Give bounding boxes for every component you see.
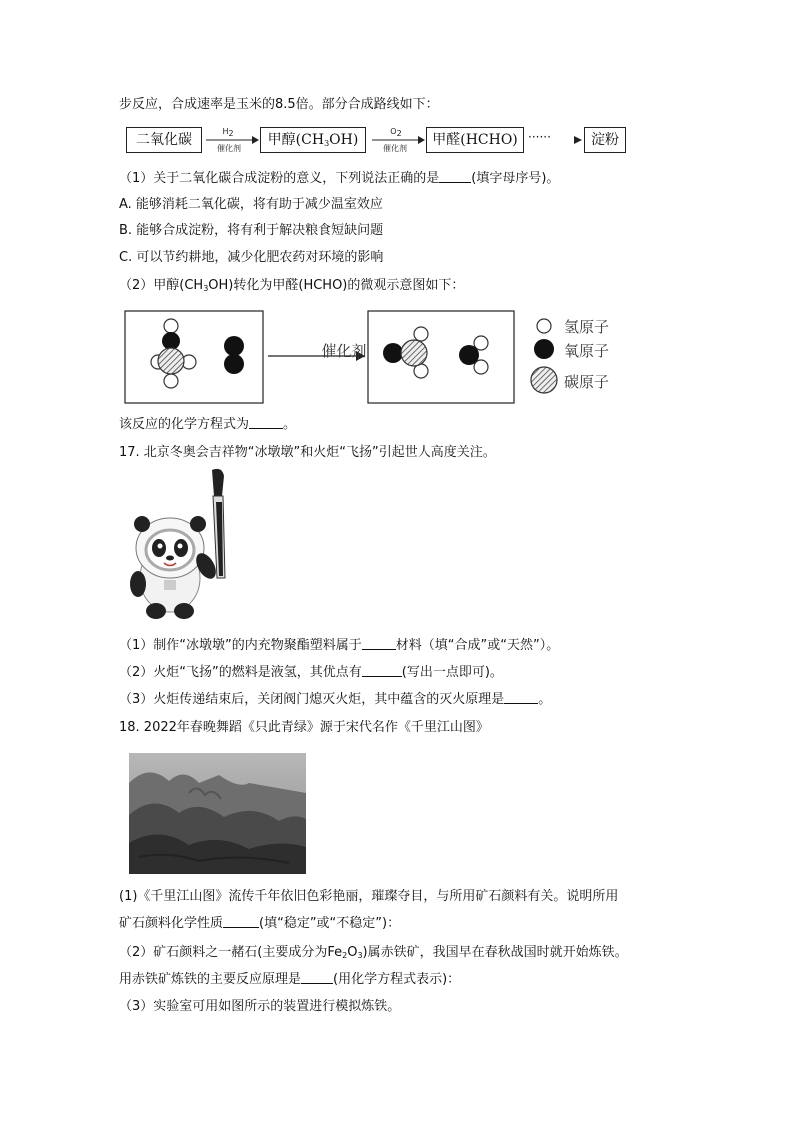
q18-part1-line2: 矿石颜料化学性质 (填“稳定”或“不稳定”)： [119, 916, 401, 931]
legend-oxygen-icon [534, 339, 554, 359]
answer-blank [504, 691, 538, 704]
flow-arrow2-catalyst: 催化剂 [383, 144, 407, 153]
legend-hydrogen-icon [537, 319, 551, 333]
q17-part3: （3）火炬传递结束后，关闭阀门熄灭火炬，其中蕴含的灭火原理是 。 [119, 692, 552, 707]
flow-box-methanol: 甲醇$(CH_3OH)$ [260, 127, 366, 153]
q16-option-a: A. 能够消耗二氧化碳，将有助于减少温室效应 [119, 197, 383, 212]
q16-option-c: C. 可以节约耕地，减少化肥农药对环境的影响 [119, 250, 384, 265]
answer-blank [362, 664, 402, 677]
answer-blank [249, 416, 283, 429]
mascot-icon [130, 516, 220, 619]
legend-carbon-icon [531, 367, 557, 393]
q16-option-b: B. 能够合成淀粉，将有利于解决粮食短缺问题 [119, 223, 384, 238]
q17-title: 17. 北京冬奥会吉祥物“冰墩墩”和火炬“飞扬”引起世人高度关注。 [119, 445, 496, 460]
landscape-painting-image [129, 753, 306, 874]
q17-part2: （2）火炬“飞扬”的燃料是液氢，其优点有 (写出一点即可)。 [119, 665, 503, 680]
flow-arrow1-reagent: H2 [222, 127, 234, 138]
q18-part2: （2）矿石颜料之一赭石(主要成分为$Fe_2O_3$)属赤铁矿，我国早在春秋战国时就开始炼铁。 [119, 945, 628, 960]
flow-box-formaldehyde: 甲醛(HCHO) [426, 127, 524, 153]
q16-part2: （2）甲醇$(CH_3OH)$转化为甲醛(HCHO)的微观示意图如下： [119, 278, 465, 293]
flow-box-starch: 淀粉 [584, 127, 626, 153]
q16-part1: （1）关于二氧化碳合成淀粉的意义，下列说法正确的是 (填字母序号)。 [119, 171, 560, 186]
answer-blank [223, 915, 259, 928]
q18-part2-line2: 用赤铁矿炼铁的主要反应原理是 (用化学方程式表示)： [119, 972, 461, 987]
flow-arrow1-catalyst: 催化剂 [217, 144, 241, 153]
flow-box-co2: 二氧化碳 [126, 127, 202, 153]
catalyst-label: 催化剂 [321, 342, 367, 360]
answer-blank [439, 170, 471, 183]
flow-arrow3-icon [566, 134, 586, 146]
q17-part1: （1）制作“冰墩墩”的内充物聚酯塑料属于 材料（填“合成”或“天然”）。 [119, 638, 560, 653]
answer-blank [362, 637, 396, 650]
legend-hydrogen-label: 氢原子 [564, 318, 610, 336]
q16-equation: 该反应的化学方程式为 。 [119, 417, 297, 432]
intro-line: 步反应，合成速率是玉米的8.5倍。部分合成路线如下： [119, 97, 439, 112]
q18-part3: （3）实验室可用如图所示的装置进行模拟炼铁。 [119, 999, 401, 1014]
mascot-torch-image [126, 466, 238, 628]
q18-title: 18. 2022年春晚舞蹈《只此青绿》源于宋代名作《千里江山图》 [119, 720, 489, 735]
torch-icon [212, 469, 225, 578]
legend-oxygen-label: 氧原子 [564, 342, 610, 360]
q18-part1: (1)《千里江山图》流传千年依旧色彩艳丽，璀璨夺目，与所用矿石颜料有关。说明所用 [119, 889, 619, 904]
answer-blank [301, 971, 333, 984]
flow-dots: ······ [528, 130, 551, 144]
legend-carbon-label: 碳原子 [564, 373, 610, 391]
synthesis-flow [126, 127, 626, 159]
flow-arrow2-reagent: O2 [390, 127, 402, 138]
